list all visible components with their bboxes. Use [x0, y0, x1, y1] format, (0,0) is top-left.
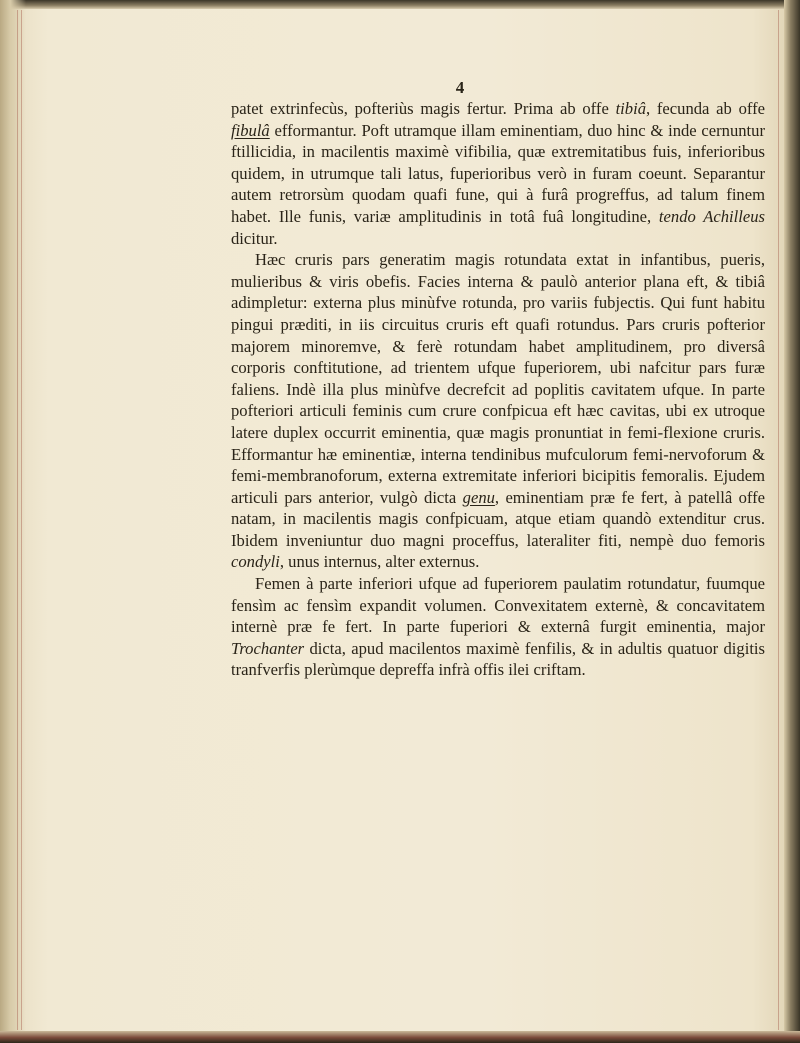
italic-term: tibiâ — [615, 99, 646, 118]
text-run: , eminentiam præ fe fert, à patellâ offe natam, in macilentis magis confpicuam, atque etiam quandò extenditur crus. Ibidem inveniuntur duo magni proceffus, lateraliter fiti, nempè duo femoris — [231, 487, 765, 550]
text-run: Hæc cruris pars generatim magis rotundata extat in infantibus, pueris, mulieribus & viris obefis. Facies interna & paulò anterior plana eft, & tibiâ adimpletur: externa plus minùfve rotunda, pro variis fubjectis. Qui funt habitu pingui præditi, in iis circuitus cruris eft quafi rotundus. Pars cruris pofterior majorem minoremve, & ferè rotundam habet amplitudinem, pro diversâ corporis conftitutione, ad trientem ufque fuperiorem, ubi nafcitur pars furæ faliens. Indè illa plus minùfve decrefcit ad poplitis cavitatem ufque. In parte pofteriori articuli feminis cum crure confpicua eft hæc cavitas, ubi ex utroque latere duplex occurrit eminentia, quæ magis pronuntiat in femi-flexione cruris. Efformantur hæ eminentiæ, interna tendinibus mufculorum femi-nervoforum & femi-membranoforum, externa extremitate inferiori bicipitis femoralis. Ejudem articuli pars anterior, vulgò dicta — [231, 250, 765, 507]
page-left-edge — [0, 0, 26, 1043]
italic-term: genu — [462, 487, 495, 507]
text-run: dicitur. — [231, 228, 278, 248]
margin-rule-right — [778, 10, 779, 1030]
text-run: patet extrinfecùs, pofteriùs magis fertur. Prima ab offe — [231, 99, 616, 118]
text-run: , fecunda ab offe — [646, 99, 765, 118]
italic-term: condyli — [231, 552, 280, 572]
margin-rule-left-2 — [21, 10, 22, 1030]
text-run: dicta, apud macilentos maximè fenfilis, & in adultis quatuor digitis tranfverfis plerùmque depreffa infrà offis ilei criftam. — [231, 638, 765, 680]
italic-term: tendo Achilleus — [658, 206, 765, 226]
page-number: 4 — [455, 78, 465, 97]
margin-rule-left — [17, 10, 18, 1030]
italic-term: fibulâ — [231, 120, 270, 140]
italic-term: Trochanter — [231, 638, 305, 658]
paragraph — [231, 98, 765, 249]
page-right-edge — [784, 0, 800, 1043]
paragraph — [231, 249, 765, 573]
page-bottom-edge — [0, 1031, 800, 1043]
text-run: efformantur. Poft utramque illam eminentiam, duo hinc & inde cernuntur ftillicidia, in macilentis maximè vifibilia, quæ extremitatibus fuis, inferioribus quidem, in utrumque tali latus, fuperioribus verò in furam coeunt. Separantur autem retrorsùm quodam quafi fune, qui à furâ progreffus, ad talum finem habet. Ille funis, variæ amplitudinis in totâ fuâ longitudine, — [231, 120, 765, 226]
text-run: Femen à parte inferiori ufque ad fuperiorem paulatim rotundatur, fuumque fensìm ac fensìm expandit volumen. Convexitatem externè, & concavitatem internè præ fe fert. In parte fuperiori & externâ furgit eminentia, major — [231, 574, 765, 637]
paragraph — [231, 573, 765, 681]
body-text — [231, 98, 765, 681]
text-run: , unus internus, alter externus. — [279, 552, 480, 572]
page-top-edge — [0, 0, 800, 9]
